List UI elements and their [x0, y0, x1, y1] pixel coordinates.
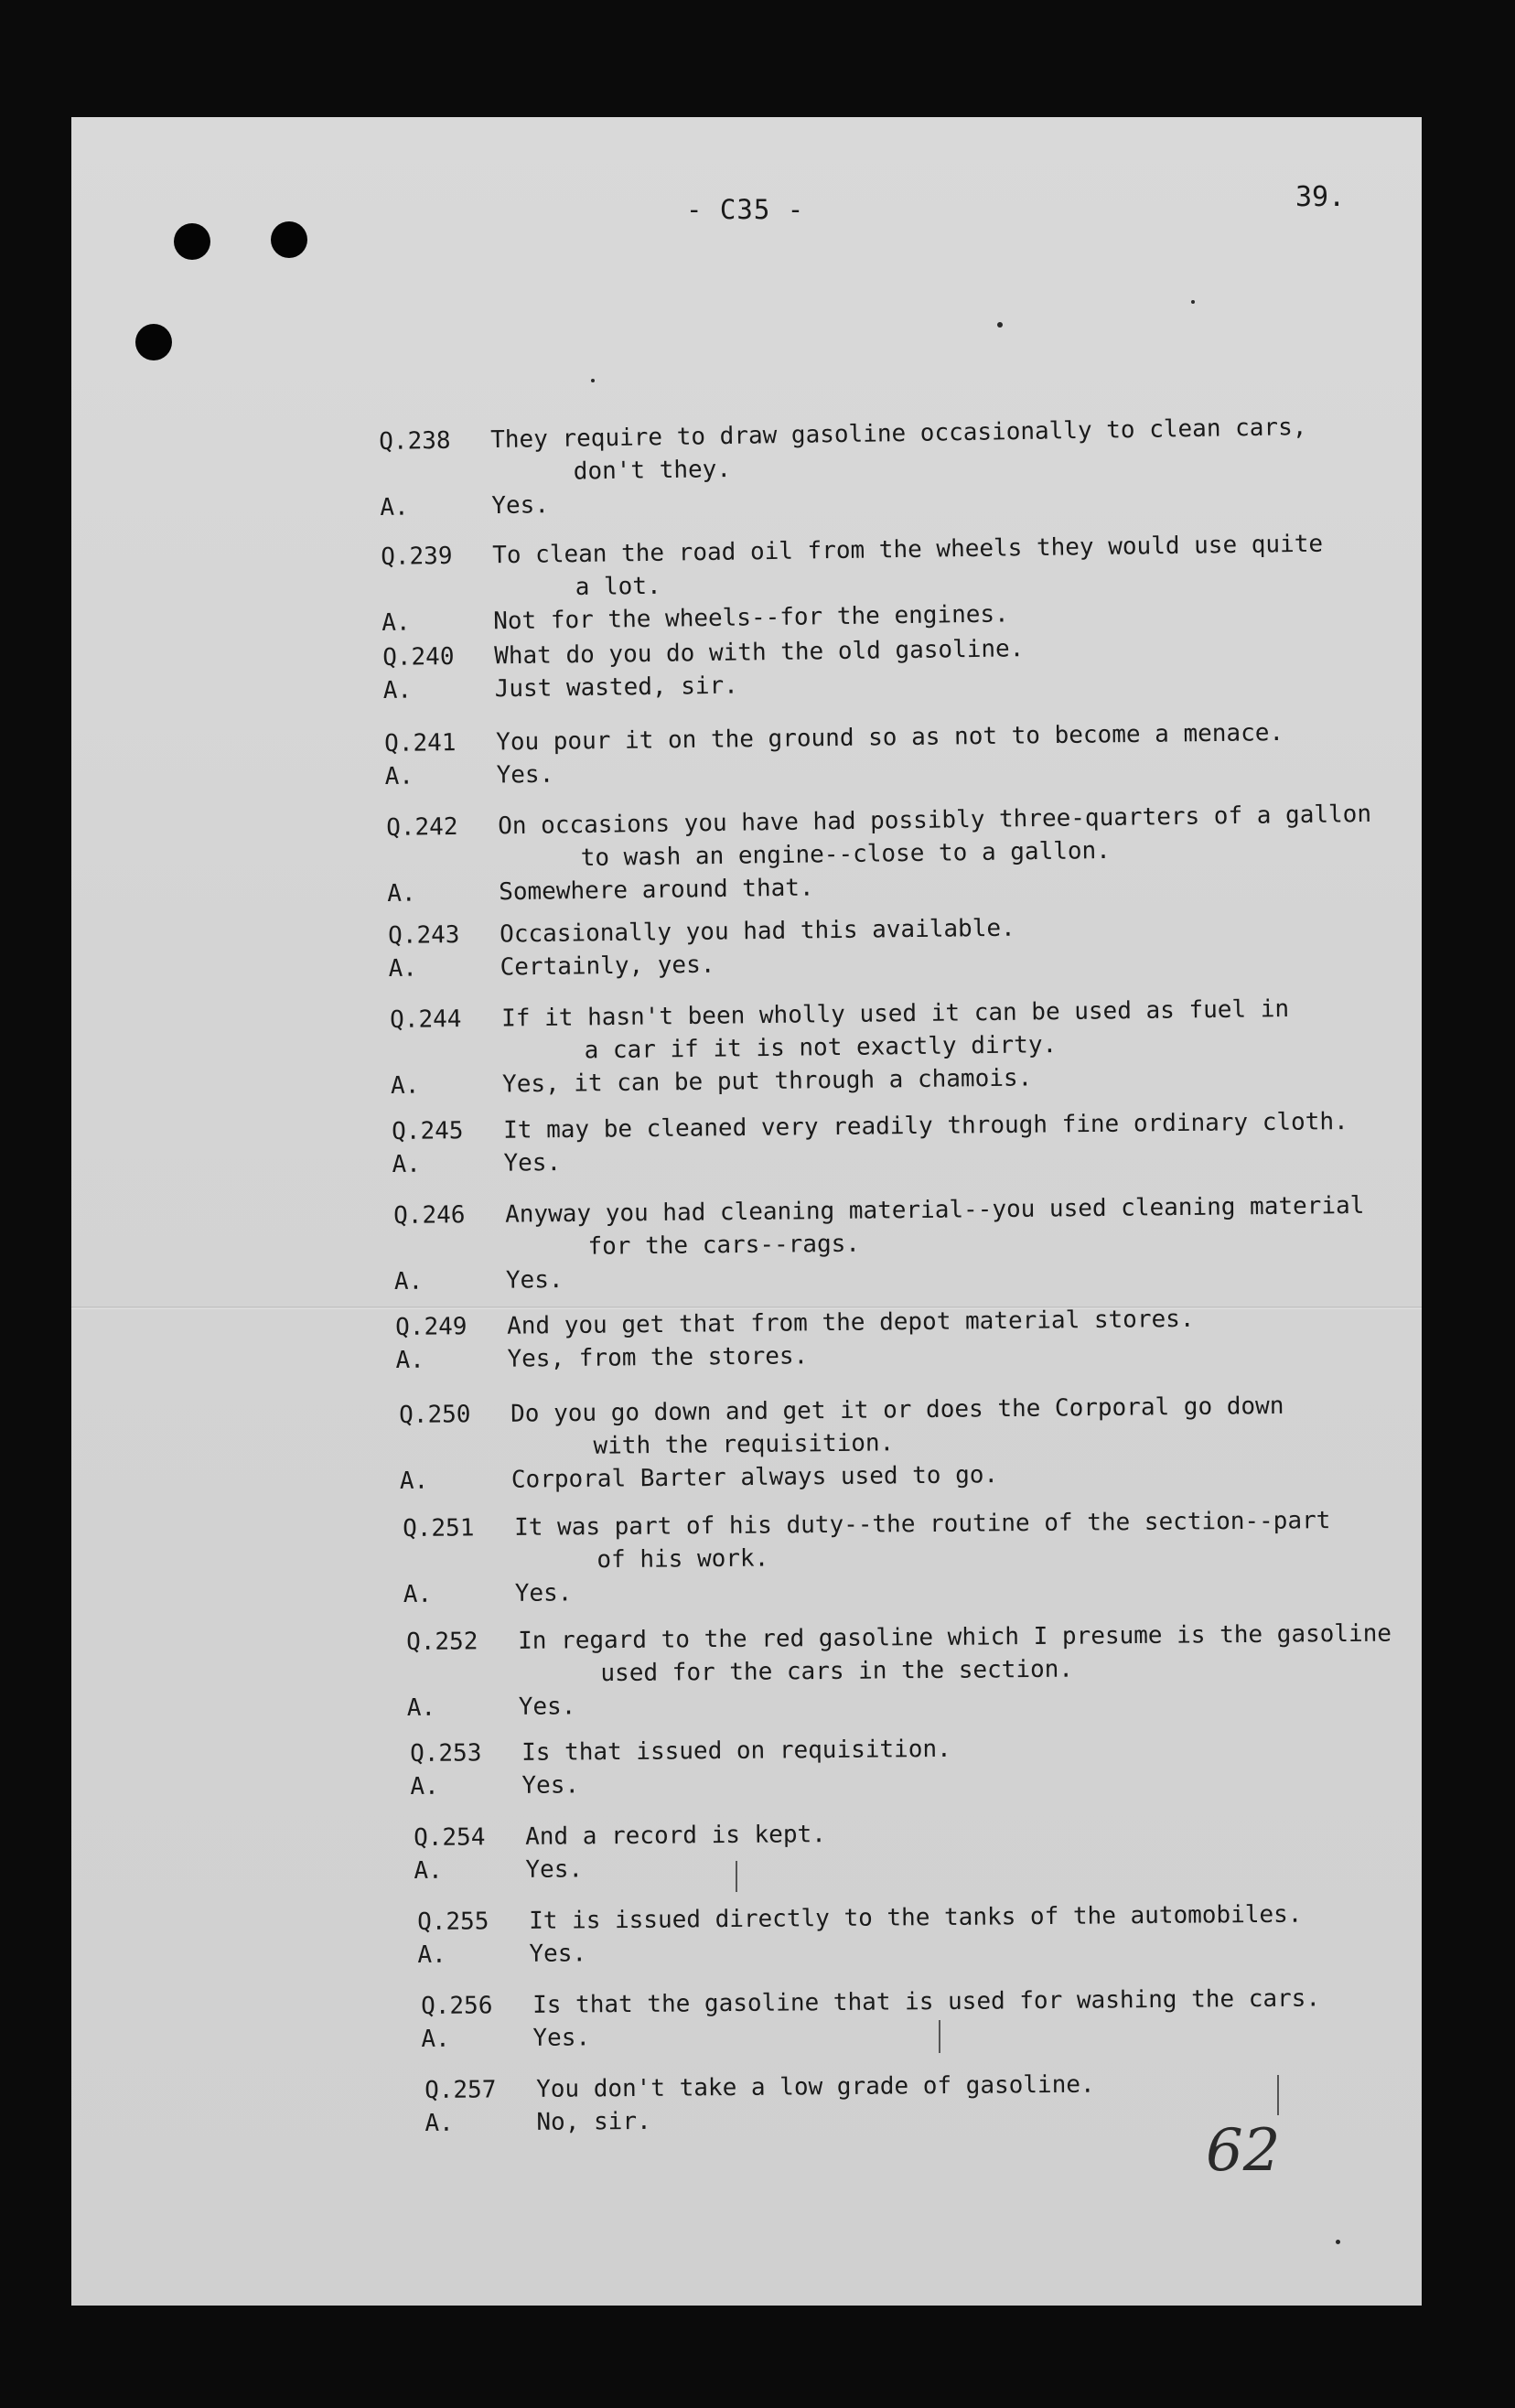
answer-text: Yes, from the stores. [507, 1342, 809, 1373]
answer-label: A. [399, 1467, 429, 1495]
question-text: What do you do with the old gasoline. [494, 635, 1025, 671]
answer-text: Yes. [521, 1771, 580, 1800]
answer-text: Yes. [529, 1940, 587, 1968]
question-text: To clean the road oil from the wheels they would use quite [492, 530, 1324, 570]
handwritten-page-number: 62 [1206, 2117, 1281, 2185]
question-text: a lot. [575, 572, 661, 602]
question-text: don't they. [573, 455, 732, 486]
question-text: It was part of his duty--the routine of the section--part [514, 1507, 1331, 1542]
question-text: Is that the gasoline that is used for washing the cars. [532, 1984, 1321, 2019]
question-text: for the cars--rags. [587, 1230, 861, 1261]
punch-hole [271, 221, 307, 258]
question-text: It is issued directly to the tanks of the automobiles. [529, 1900, 1303, 1935]
answer-text: Just wasted, sir. [494, 672, 739, 704]
question-number: Q.240 [382, 642, 455, 672]
answer-text: Somewhere around that. [499, 874, 814, 907]
question-text: Is that issued on requisition. [521, 1735, 951, 1767]
question-text: a car if it is not exactly dirty. [584, 1031, 1058, 1065]
question-text: If it hasn't been wholly used it can be used as fuel in [501, 994, 1290, 1033]
question-text: And you get that from the depot material stores. [507, 1305, 1195, 1340]
ink-speck [997, 322, 1003, 328]
answer-text: Yes. [514, 1579, 573, 1607]
answer-text: No, sir. [536, 2107, 651, 2136]
question-text: Do you go down and get it or does the Corporal go down [510, 1392, 1284, 1428]
answer-text: Yes. [505, 1266, 564, 1295]
answer-label: A. [387, 879, 416, 908]
answer-text: Certainly, yes. [500, 951, 715, 982]
question-text: And a record is kept. [525, 1821, 826, 1851]
page-header: - C35 - [686, 194, 805, 225]
ink-speck [591, 379, 595, 382]
answer-label: A. [390, 1071, 420, 1100]
answer-label: A. [403, 1580, 433, 1608]
question-number: Q.245 [392, 1117, 464, 1145]
question-text: Anyway you had cleaning material--you used cleaning material [505, 1191, 1365, 1229]
answer-text: Yes. [525, 1855, 584, 1884]
stray-mark [1277, 2075, 1279, 2115]
answer-text: Yes. [491, 491, 550, 521]
answer-text: Not for the wheels--for the engines. [493, 600, 1009, 636]
question-number: Q.252 [406, 1628, 478, 1656]
question-text: In regard to the red gasoline which I presume is the gasoline [518, 1619, 1392, 1655]
question-number: Q.253 [410, 1739, 482, 1768]
question-number: Q.241 [384, 729, 457, 758]
question-number: Q.256 [421, 1992, 493, 2020]
ink-speck [1191, 300, 1195, 304]
page-number: 39. [1295, 181, 1346, 213]
answer-label: A. [395, 1346, 425, 1374]
punch-hole [135, 324, 172, 360]
punch-hole [174, 223, 210, 260]
question-text: to wash an engine--close to a gallon. [580, 836, 1112, 873]
question-number: Q.249 [395, 1313, 467, 1341]
answer-label: A. [410, 1772, 439, 1801]
answer-text: Yes. [518, 1693, 576, 1721]
question-number: Q.246 [393, 1201, 466, 1230]
stray-mark [736, 1861, 737, 1892]
question-text: of his work. [596, 1544, 769, 1575]
answer-label: A. [417, 1940, 446, 1969]
question-number: Q.238 [379, 426, 451, 456]
answer-label: A. [388, 954, 418, 983]
answer-text: Yes, it can be put through a chamois. [501, 1064, 1033, 1099]
answer-text: Yes. [532, 2024, 591, 2052]
question-text: Occasionally you had this available. [500, 914, 1015, 949]
question-number: Q.257 [424, 2076, 497, 2104]
question-number: Q.243 [388, 921, 460, 950]
question-number: Q.244 [390, 1005, 462, 1034]
answer-label: A. [380, 493, 409, 521]
question-text: On occasions you have had possibly three-quarters of a gallon [498, 800, 1372, 841]
question-number: Q.239 [381, 542, 453, 571]
answer-text: Corporal Barter always used to go. [510, 1461, 999, 1494]
answer-label: A. [424, 2109, 454, 2137]
question-text: It may be cleaned very readily through fine ordinary cloth. [503, 1108, 1348, 1145]
answer-label: A. [406, 1693, 436, 1722]
answer-text: Yes. [496, 760, 554, 790]
question-text: They require to draw gasoline occasionally to clean cars, [490, 414, 1307, 455]
answer-text: Yes. [503, 1149, 562, 1177]
question-text: You don't take a low grade of gasoline. [536, 2070, 1095, 2103]
answer-label: A. [393, 1267, 424, 1295]
question-number: Q.254 [414, 1823, 486, 1852]
question-number: Q.251 [403, 1514, 475, 1543]
answer-label: A. [382, 676, 413, 704]
document-page [71, 117, 1422, 2306]
question-number: Q.255 [417, 1908, 489, 1936]
answer-label: A. [421, 2025, 450, 2053]
question-text: You pour it on the ground so as not to become a menace. [496, 718, 1284, 757]
ink-speck [1336, 2240, 1340, 2244]
answer-label: A. [414, 1856, 443, 1885]
question-text: used for the cars in the section. [600, 1655, 1074, 1688]
stray-mark [939, 2020, 940, 2053]
answer-label: A. [392, 1150, 422, 1178]
answer-label: A. [384, 762, 414, 790]
question-number: Q.250 [399, 1401, 471, 1429]
question-number: Q.242 [386, 812, 458, 842]
answer-label: A. [381, 608, 411, 637]
question-text: with the requisition. [593, 1429, 895, 1460]
